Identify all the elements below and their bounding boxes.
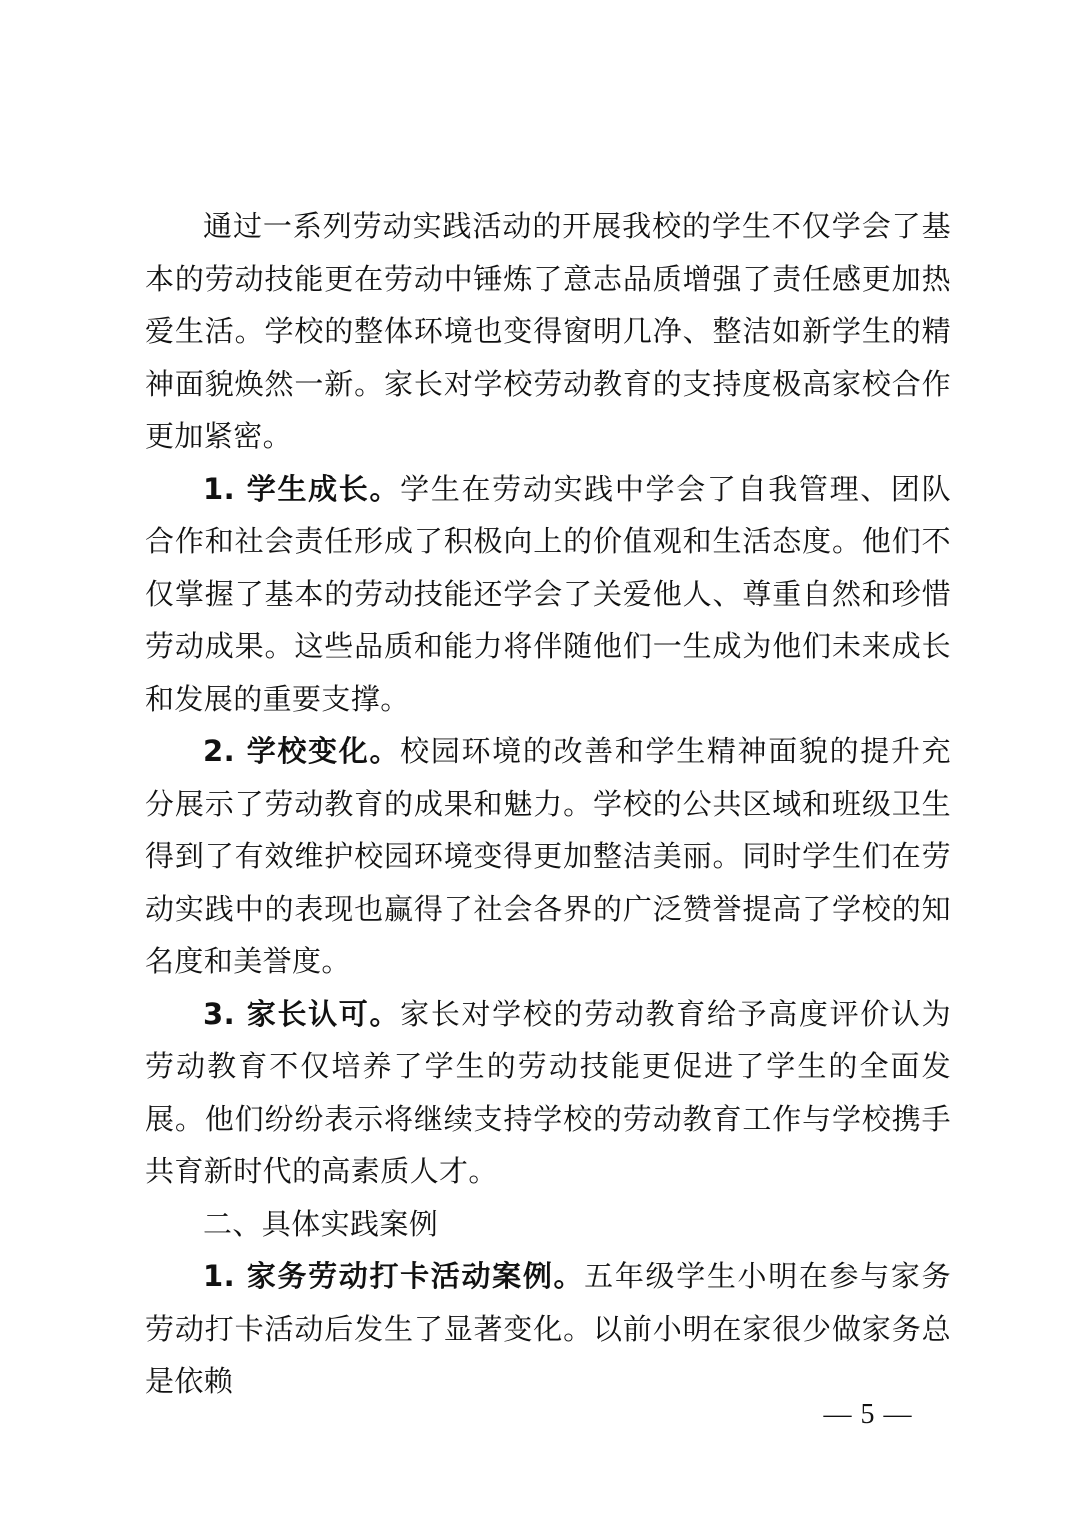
paragraph-text: 五年级学生小明在参与家务劳动打卡活动后发生了显著变化。以前小明在家很少做家务总是依赖 (145, 1259, 951, 1398)
section-heading: 二、具体实践案例 (203, 1206, 439, 1241)
case-paragraph (145, 1250, 951, 1408)
document-body (145, 200, 951, 1408)
paragraph-text: 通过一系列劳动实践活动的开展我校的学生不仅学会了基本的劳动技能更在劳动中锤炼了意志品质增强了责任感更加热爱生活。学校的整体环境也变得窗明几净、整洁如新学生的精神面貌焕然一新。家长对学校劳动教育的支持度极高家校合作更加紧密。 (145, 209, 951, 453)
summary-paragraph (145, 200, 951, 463)
paragraph-lead: 3. 家长认可。 (203, 996, 401, 1031)
paragraph-text: 家长对学校的劳动教育给予高度评价认为劳动教育不仅培养了学生的劳动技能更促进了学生的全面发展。他们纷纷表示将继续支持学校的劳动教育工作与学校携手共育新时代的高素质人才。 (145, 996, 951, 1188)
paragraph-lead: 1. 家务劳动打卡活动案例。 (203, 1259, 585, 1293)
student-growth-paragraph (145, 463, 951, 726)
page-number: — 5 — (823, 1399, 913, 1430)
paragraph-text: 校园环境的改善和学生精神面貌的提升充分展示了劳动教育的成果和魅力。学校的公共区域和班级卫生得到了有效维护校园环境变得更加整洁美丽。同时学生们在劳动实践中的表现也赢得了社会各界的广泛赞誉提高了学校的知名度和美誉度。 (145, 734, 951, 978)
paragraph-text: 学生在劳动实践中学会了自我管理、团队合作和社会责任形成了积极向上的价值观和生活态度。他们不仅掌握了基本的劳动技能还学会了关爱他人、尊重自然和珍惜劳动成果。这些品质和能力将伴随他们一生成为他们未来成长和发展的重要支撑。 (145, 471, 951, 716)
paragraph-lead: 2. 学校变化。 (203, 734, 401, 768)
paragraph-lead: 1. 学生成长。 (203, 471, 401, 506)
parent-recognition-paragraph (145, 988, 951, 1198)
school-change-paragraph (145, 725, 951, 988)
